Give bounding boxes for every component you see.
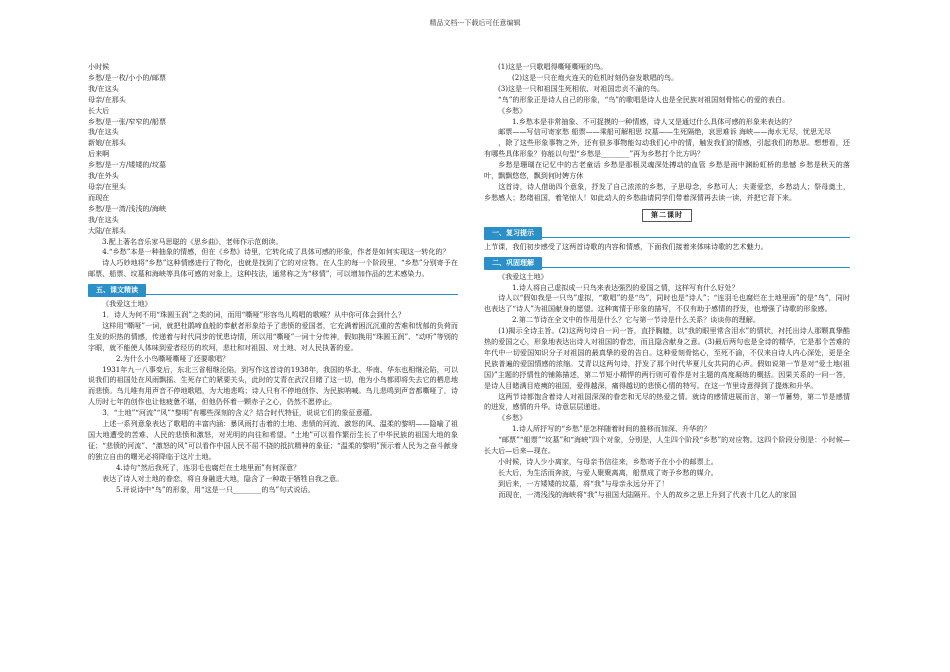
poem-line: 新娘/在那头 <box>88 138 126 148</box>
poem-line: 小时候 <box>88 62 110 71</box>
section-title: 二、巩固理解 <box>484 257 542 270</box>
poem-line: 母亲/在那头 <box>88 94 126 104</box>
poem-line: 我/在这头 <box>88 83 119 93</box>
page-header: 精品文档---下载后可任意编辑 <box>429 19 521 27</box>
answer: “邮票”“船票”“坟墓”和“海峡”四个对象，分别是，人生四个阶段“乡愁”的对应物。这四个阶段分别是：小时候—长大后—后来—现在。 <box>484 435 850 456</box>
answer: 乡愁是珊瑚在记忆中的古老童话 乡愁是那根灵魂深处搏动的血管 乡愁是雨中渊盼虹桥的悲憾 乡愁是秋天的落叶，飘飘悠悠，飘到何时娉方休 <box>484 160 850 181</box>
poem-line: 而现在 <box>88 192 110 202</box>
paragraph: “鸟”的形象正是诗人自己的形象，“鸟”的歌唱是诗人也是全民族对祖国刻骨铭心的爱的表白。 <box>498 94 790 104</box>
poem-line: 长大后 <box>88 105 110 115</box>
answer: 诗人以“假如我是一只鸟”虚拟，“歌唱”的是“鸟”，同时也是“诗人”；“连羽毛也腐烂在土地里面”的是“鸟”，同时也表达了“诗人”为祖国献身的愿望。这种寓情于形象的描写，不仅有助于感情的抒发，也增强了诗歌的形象感。 <box>484 293 850 314</box>
section-rule <box>484 237 850 238</box>
question: 5.评说诗中“鸟”的形象，用“这是一只________的鸟”句式说话。 <box>116 484 315 494</box>
poem-line: 我/在这头 <box>88 127 119 137</box>
section-banner <box>484 257 850 268</box>
paragraph: 3.配上著名音乐家马思聪的《思乡曲》，老师作示范朗读。 <box>102 236 283 246</box>
question: 1．诗人为何不用“珠圆玉润”之类的词，而用“嘶哑”形容鸟儿鸣唱的歌喉？从中你可体会到什么？ <box>102 310 405 320</box>
answer-item: (3)这是一只和祖国生死相依、对祖国忠贞不渝的鸟。 <box>498 83 665 93</box>
answer: 到后来，一方矮矮的坟墓，将“我”与母亲永远分开了！ <box>498 478 669 488</box>
answer: (1)揭示全诗主旨。(2)这两句诗自一问一答，直抒胸臆，以“我的眼里常含泪水”的情状，衬托出诗人那颗真挚酷热的爱国之心，形象地表达出诗人对祖国的眷恋，而且隐含献身之意。(3)最后两句也是全诗的精华，它是那个苦难的年代中一切爱国知识分子对祖国的最真挚的爱的告白。这种爱刻骨铭心，至死不渝，不仅来自诗人内心深处，更是全民族普遍的爱国情感的浓缩。艾青以这两句诗，抒发了那个时代华夏儿女共同的心声。假如说第一节是对“爱土地(祖国)”主题的抒情性的铺陈描述，第二节短小精悍的两行则可看作是对主题的高度凝练的概括。因果关系的一问一答，是诗人目睹满目疮痍的祖国，爱得越深，痛得越切的悲愤心情的特写。在这一节里诗意得到了提炼和升华。 <box>484 326 850 390</box>
answer: 上述一系列意象表达了歌唱的丰富内涵：暴风雨打击着的土地、悲愤的河流、激怒的风、温柔的黎明——隐喻了祖国大地遭受的苦难、人民的悲愤和激怒，对光明的向往和希望。“土地”可以看作繁衍生长了中华民族的祖国大地的象征；“悲愤的河流”、“激怒的风”可以看作中国人民不屈不挠的抵抗精神的象征；“温柔的黎明”预示着人民为之奋斗献身的独立自由的曙光必将降临于这片土地。 <box>88 419 458 461</box>
subsection-title: 《乡愁》 <box>498 105 527 115</box>
poem-line: 乡愁/是一枚/小小的/邮票 <box>88 72 167 82</box>
question: 2.第二节诗在全文中的作用是什么？它与第一节诗是什么关系？谈谈你的理解。 <box>512 315 760 325</box>
subsection-title: 《乡愁》 <box>498 413 527 423</box>
poem-line: 乡愁/是一方/矮矮的/坟墓 <box>88 160 167 170</box>
question: 1.诗人将自己虚拟成一只鸟来表达强烈的爱国之情，这样写有什么好处？ <box>512 282 739 292</box>
section-title: 五、课文精读 <box>88 284 146 297</box>
question: 1.乡愁本是非常抽象、不可捉摸的一种情感，诗人又是通过什么具体可感的形象来表达的？ <box>512 116 796 126</box>
answer: 而现在，一湾浅浅的海峡将“我”与祖国大陆隔开。个人的故乡之思上升到了代表十几亿人的家国 <box>498 489 797 499</box>
answer-item: (1)这是一只歌唱得嘶哑嘶哑的鸟。 <box>498 62 608 71</box>
section-banner <box>88 284 458 295</box>
question: 4.诗句“然后我死了，连羽毛也腐烂在土地里面”有何深意？ <box>116 462 301 472</box>
poem <box>88 62 458 237</box>
left-column <box>88 62 458 670</box>
paragraph: 上节课，我们初步感受了这两首诗歌的内容和情感，下面我们接着来体味诗歌的艺术魅力。 <box>484 241 768 251</box>
answer: 这样用“嘶哑”一词，就把杜鹃啼血般的奉献者形象给予了悲愤的爱国者，它充满着困沉沉重的苦难和忧郁的负荷而生发的炽热的情感，传递着与时代同步的忧患诗情，所以用“嘶哑”一词十分传神，假如换用“珠圆玉润”、“动听”等别的字眼，就不能使人体味到爱者经历的坎坷，悲壮和对祖国、对土地、对人民执著的爱。 <box>88 320 458 352</box>
lesson-title: 第二课时 <box>642 209 692 222</box>
poem-line: 乡愁/是一张/窄窄的/船票 <box>88 116 167 126</box>
section-banner <box>484 227 850 238</box>
answer: 表达了诗人对土地的眷恋，将自身融进大地，隐含了一种敢于牺牲自我之意。 <box>102 473 344 483</box>
question: 1.诗人所抒写的“乡愁”是怎样随着时间的推移而加深、升华的？ <box>512 424 711 434</box>
poem-line: 我/在这头 <box>88 214 119 224</box>
section-rule <box>484 267 850 268</box>
answer: 这首诗，诗人借助四个意象，抒发了自己浓浓的乡愁，子思母念，乡愁可人；夫妻爱恋，乡愁动人；祭母奠土，乡愁感人；愁绪祖国，着笔惊人！如此动人的乡愁曲请同学们带着深情再去读一读，并把它背下来。 <box>484 181 850 202</box>
paragraph: 4.“乡愁”本是一种抽象的情感，但在《乡愁》诗里，它转化成了具体可感的形象，作者是如何实现这一转化的？ <box>102 247 450 257</box>
answer: 邮票——写信可寄家愁 船票——乘船可解相思 坟墓——生死隔绝，哀思难诉 海峡——海水无尽，忧思无尽 <box>498 127 832 137</box>
paragraph: 诗人巧妙地将“乡愁”这种情感进行了物化，也就是找到了它的对应物。在人生的每一个阶段里，“乡愁”分别寄予在邮票、船票、坟墓和海峡等具体可感的对象上，这种技法，通常称之为“移情”，可以增加作品的艺术感染力。 <box>88 258 458 279</box>
answer: 长大后，为生活而奔波，与爱人聚聚离离，船票成了寄予乡愁的媒介。 <box>498 467 718 477</box>
answer: 这两节诗都饱含着诗人对祖国深深的眷恋和无尽的热爱之情。就诗的感情进展而言，第一节蓄势，第二节是感情的迸发，感情的升华。诗意层层递进。 <box>484 391 850 412</box>
subsection-title: 《我爱这土地》 <box>102 299 152 309</box>
answer: ，除了这些形象事物之外，还有很多事物能勾动我们心中的情，触发我们的情感，引起我们的愁思。想想看，还有哪些具体形象？你能以句型“乡愁是________”再为乡愁打个比方吗？ <box>484 138 850 159</box>
question: 2.为什么小鸟嘶哑嘶哑了还要歌唱？ <box>116 353 230 363</box>
question: 3．“土地”“河流”“风”“黎明”有哪些深刻的含义？结合时代特征，说说它们的象征意蕴。 <box>102 408 377 418</box>
lesson-tag <box>484 209 850 222</box>
poem-line: 母亲/在里头 <box>88 181 126 191</box>
poem-line: 我/在外头 <box>88 171 119 181</box>
subsection-title: 《我爱这土地》 <box>498 271 548 281</box>
poem-line: 大陆/在那头 <box>88 225 126 235</box>
section-title: 一、复习提示 <box>484 227 542 240</box>
section-rule <box>88 294 458 295</box>
right-column <box>484 62 850 670</box>
poem-line: 乡愁/是一湾/浅浅的/海峡 <box>88 203 167 213</box>
answer-item: (2)这是一只在炮火连天的危机时刻仍奋发歌唱的鸟。 <box>512 72 679 82</box>
answer: 小时候，诗人少小离家，与母亲书信往来，乡愁寄予在小小的邮票上。 <box>498 457 718 466</box>
poem-line: 后来啊 <box>88 149 110 159</box>
answer: 1931年九一八事变后，东北三省相继沦陷，到写作这首诗的1938年，我国的华北、华南、华东也相继沦陷，可以说我们的祖国处在风雨飘摇、生死存亡的紧要关头，此时的艾青在武汉目睹了这一切，他为小鸟都即将失去它的栖息地而悲愤。鸟儿唯有用声音不停地歌唱，为大地悲鸣；诗人只有不停地创作、为民族呐喊。鸟儿悲鸣到声音都嘶哑了，诗人历时七年的创作也让他疲惫不堪，但他仍怀着一颗赤子之心，仍然不愿停止。 <box>88 364 458 407</box>
